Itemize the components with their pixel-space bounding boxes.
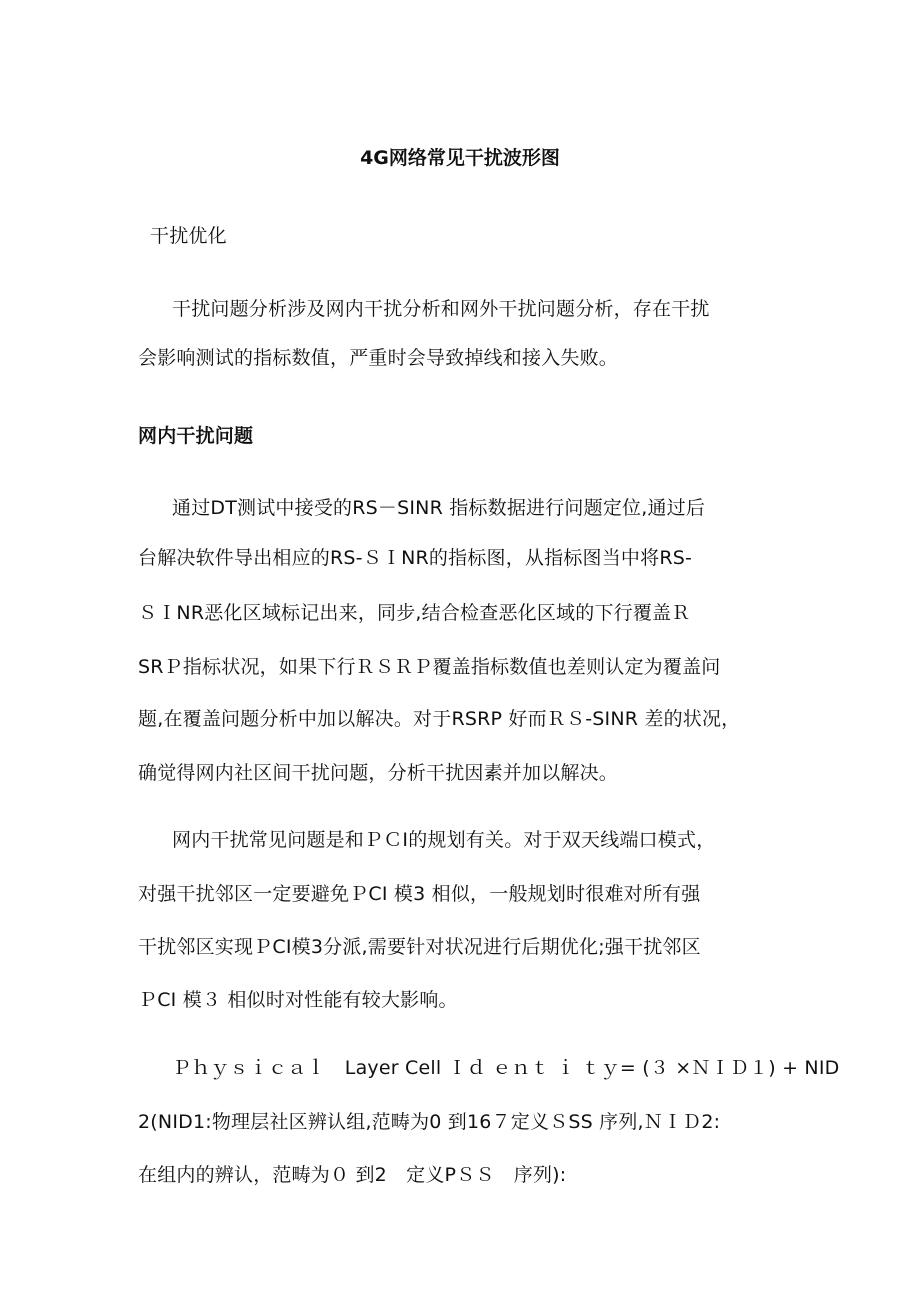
paragraph-line: 会影响测试的指标数值，严重时会导致掉线和接入失败。 bbox=[138, 347, 619, 369]
paragraph-line: 通过DT测试中接受的RS－SINR 指标数据进行问题定位,通过后 bbox=[172, 497, 706, 519]
paragraph-line: 对强干扰邻区一定要避免ＰCI 模3 相似，一般规划时很难对所有强 bbox=[138, 883, 701, 905]
paragraph-line: 题,在覆盖问题分析中加以解决。对于RSRP 好而ＲＳ-SINR 差的状况， bbox=[138, 708, 741, 730]
paragraph-line: 确觉得网内社区间干扰问题，分析干扰因素并加以解决。 bbox=[138, 762, 619, 784]
paragraph-line: ＰCI 模３ 相似时对性能有较大影响。 bbox=[138, 989, 458, 1011]
paragraph-line: SRＰ指标状况，如果下行ＲＳＲＰ覆盖指标数值也差则认定为覆盖问 bbox=[138, 656, 721, 678]
paragraph-line: 在组内的辨认，范畴为０ 到2 定义PＳＳ 序列): bbox=[138, 1164, 567, 1186]
paragraph-line: 干扰问题分析涉及网内干扰分析和网外干扰问题分析，存在干扰 bbox=[172, 298, 710, 320]
section-subtitle: 干扰优化 bbox=[150, 225, 227, 247]
paragraph-line: 2(NID1:物理层社区辨认组,范畴为0 到16７定义ＳSS 序列,ＮＩＤ2: bbox=[138, 1111, 721, 1133]
document-title: 4G网络常见干扰波形图 bbox=[360, 147, 560, 169]
paragraph-line: 网内干扰常见问题是和ＰＣI的规划有关。对于双天线端口模式， bbox=[172, 829, 716, 851]
paragraph-line: ＳＩNR恶化区域标记出来，同步,结合检查恶化区域的下行覆盖Ｒ bbox=[138, 602, 691, 624]
paragraph-line: 干扰邻区实现ＰCI模3分派,需要针对状况进行后期优化;强干扰邻区 bbox=[138, 936, 701, 958]
section-heading: 网内干扰问题 bbox=[138, 425, 254, 447]
paragraph-line: 台解决软件导出相应的RS-ＳＩNR的指标图，从指标图当中将RS- bbox=[138, 547, 693, 569]
paragraph-line: Ｐｈｙｓｉｃａｌ Layer Cell Ｉｄ ｅｎｔ ｉ ｔｙ= (３ ×ＮＩＤ１) + NID bbox=[172, 1057, 840, 1079]
